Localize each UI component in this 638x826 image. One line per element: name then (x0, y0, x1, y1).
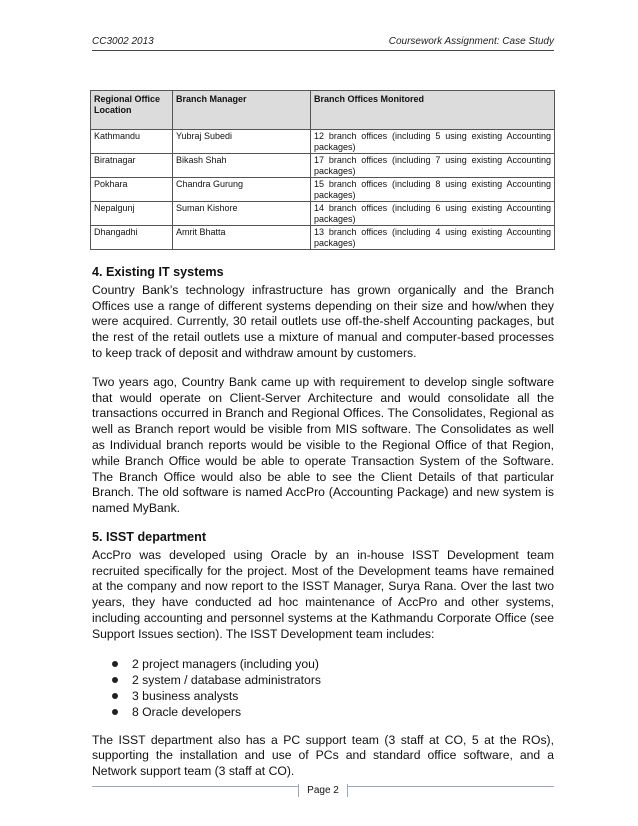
cell-offices: 15 branch offices (including 8 using existing Accounting packages) (311, 178, 555, 202)
column-header-location: Regional Office Location (91, 91, 173, 130)
table-row (91, 226, 555, 250)
list-item-text: 8 Oracle developers (132, 704, 242, 719)
cell-manager: Bikash Shah (173, 154, 311, 178)
section-4-heading: 4. Existing IT systems (92, 265, 224, 279)
cell-location: Pokhara (91, 178, 173, 202)
cell-manager: Suman Kishore (173, 202, 311, 226)
page-number: Page 2 (298, 784, 348, 797)
body-content (92, 265, 554, 793)
page-footer (92, 776, 554, 797)
table-row (91, 154, 555, 178)
column-header-manager: Branch Manager (173, 91, 311, 130)
cell-manager: Chandra Gurung (173, 178, 311, 202)
cell-offices: 13 branch offices (including 4 using existing Accounting packages) (311, 226, 555, 250)
bullet-icon (112, 709, 118, 715)
bullet-icon (112, 677, 118, 683)
section-5-paragraph-1: AccPro was developed using Oracle by an in-house ISST Development team recruited specifically for the project. Most of the Development teams have remained at the company and now report to the ISST Manager, Surya Rana. Over the last two years, they have conducted ad hoc maintenance of AccPro and other systems, including accounting and personnel systems at the Kathmandu Corporate Office (see Support Issues section). The ISST Development team includes: (92, 547, 554, 641)
list-item (112, 656, 554, 672)
bullet-icon (112, 661, 118, 667)
header-assignment-title: Coursework Assignment: Case Study (388, 36, 554, 47)
cell-manager: Amrit Bhatta (173, 226, 311, 250)
table-row (91, 178, 555, 202)
cell-location: Dhangadhi (91, 226, 173, 250)
cell-offices: 14 branch offices (including 6 using existing Accounting packages) (311, 202, 555, 226)
cell-offices: 12 branch offices (including 5 using existing Accounting packages) (311, 130, 555, 154)
list-item-text: 2 project managers (including you) (132, 656, 319, 671)
table-row (91, 202, 555, 226)
cell-location: Nepalgunj (91, 202, 173, 226)
regional-office-table (90, 90, 555, 250)
bullet-icon (112, 693, 118, 699)
section-4-paragraph-1: Country Bank’s technology infrastructure has grown organically and the Branch Offices use a range of different systems depending on their size and how/when they were acquired. Currently, 30 retail outlets use off-the-shelf Accounting packages, but the rest of the retail outlets use a mixture of manual and computer-based processes to keep track of deposit and withdraw amount by customers. (92, 282, 554, 360)
header-course-code: CC3002 2013 (92, 36, 154, 47)
section-5-paragraph-2: The ISST department also has a PC support team (3 staff at CO, 5 at the ROs), supporting the installation and use of PCs and standard office software, and a Network support team (3 staff at CO). (92, 732, 554, 779)
cell-location: Biratnagar (91, 154, 173, 178)
table-row (91, 130, 555, 154)
cell-manager: Yubraj Subedi (173, 130, 311, 154)
list-item (112, 672, 554, 688)
cell-location: Kathmandu (91, 130, 173, 154)
cell-offices: 17 branch offices (including 7 using existing Accounting packages) (311, 154, 555, 178)
list-item (112, 688, 554, 704)
list-item-text: 3 business analysts (132, 688, 239, 703)
page-header (92, 36, 554, 51)
footer-rule-right (348, 786, 554, 787)
list-item (112, 704, 554, 720)
isst-team-list (92, 656, 554, 720)
list-item-text: 2 system / database administrators (132, 672, 321, 687)
table-header-row (91, 91, 555, 130)
footer-rule-left (92, 786, 298, 787)
column-header-offices: Branch Offices Monitored (311, 91, 555, 130)
section-5-heading: 5. ISST department (92, 529, 207, 544)
section-4-paragraph-2: Two years ago, Country Bank came up with requirement to develop single software that would operate on Client-Server Architecture and would consolidate all the transactions occurred in Branch and Regional Offices. The Consolidates, Regional as well as Branch report would be visible from MIS software. The Consolidates as well as Individual branch reports would be visible to the Regional Office of that Region, while Branch Office would be able to operate Transaction System of the Software. The Branch Office would also be able to see the Client Details of that particular Branch. The old software is named AccPro (Accounting Package) and new system is named MyBank. (92, 374, 554, 516)
